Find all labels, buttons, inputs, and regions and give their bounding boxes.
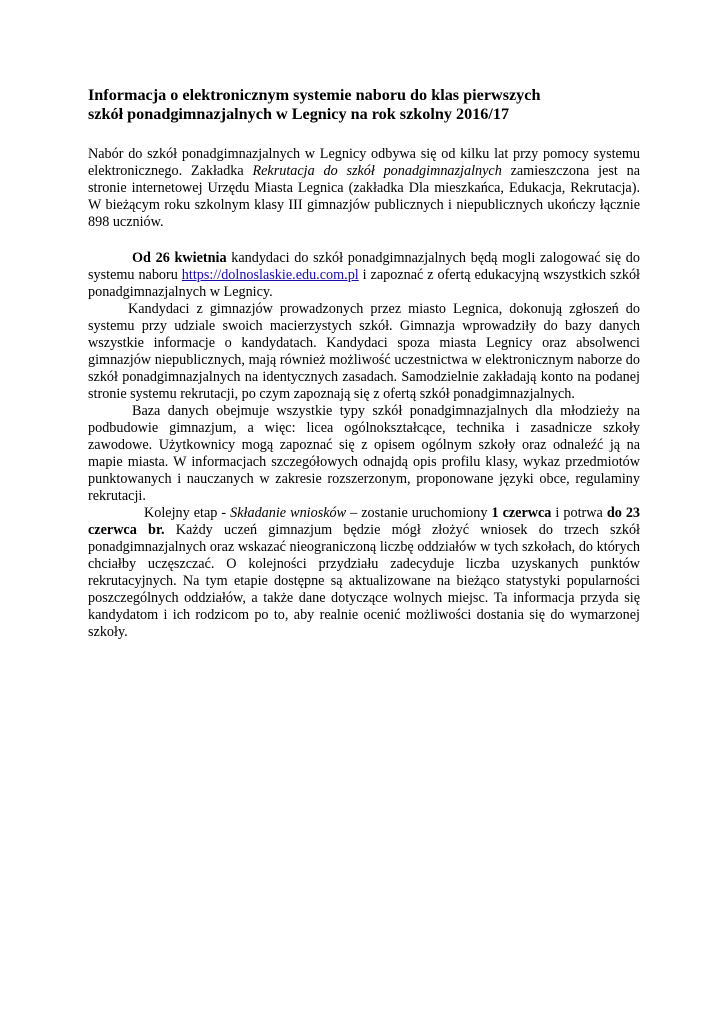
title-line-2: szkół ponadgimnazjalnych w Legnicy na rok szkolny 2016/17 [88, 105, 510, 123]
start-date-text-b: i zapoznać z ofertą edukacyjną wszystkich szkół ponadgimnazjalnych w Legnicy. [88, 267, 640, 300]
start-date-bold: Od 26 kwietnia [132, 250, 227, 266]
system-link[interactable]: https://dolnoslaskie.edu.com.pl [181, 267, 359, 283]
next-stage-text-b: – zostanie uruchomiony [346, 505, 492, 521]
next-stage-bold-date1: 1 czerwca [491, 505, 552, 521]
title-line-1: Informacja o elektronicznym systemie naboru do klas pierwszych [88, 86, 541, 104]
paragraph-intro [88, 146, 640, 231]
paragraph-candidates: Kandydaci z gimnazjów prowadzonych przez miasto Legnica, dokonują zgłoszeń do systemu przy udziale swoich macierzystych szkół. Gimnazja wprowadziły do bazy danych wszystkie informacje o kandydatach. Kandydaci spoza miasta Legnicy oraz absolwenci gimnazjów niepublicznych, mają również możliwość uczestnictwa w elektronicznym naborze do szkół ponadgimnazjalnych na identycznych zasadach. Samodzielnie zakładają konto na podanej stronie systemu rekrutacji, po czym zapoznają się z ofertą szkół ponadgimnazjalnych. [88, 301, 640, 402]
intro-italic: Rekrutacja do szkół ponadgimnazjalnych [252, 163, 502, 179]
start-date-text-a: kandydaci do szkół ponadgimnazjalnych będą mogli zalogować się do systemu naboru [88, 250, 640, 283]
next-stage-bold-date2: do 23 czerwca br. [88, 505, 641, 538]
intro-text-b: zamieszczona jest na stronie internetowej Urzędu Miasta Legnica (zakładka Dla mieszkańca, Edukacja, Rekrutacja). W bieżącym roku szkolnym klasy III gimnazjów publicznych i niepublicznych ukończy łącznie 898 uczniów. [88, 163, 640, 230]
next-stage-text-c: i potrwa [551, 505, 607, 521]
next-stage-text-a: Kolejny etap - [144, 505, 231, 521]
paragraph-next-stage [88, 505, 640, 641]
next-stage-italic: Składanie wniosków [230, 505, 347, 521]
paragraph-start-date [88, 250, 640, 301]
document-title [88, 86, 640, 124]
intro-text-a: Nabór do szkół ponadgimnazjalnych w Legnicy odbywa się od kilku lat przy pomocy systemu elektronicznego. Zakładka [88, 146, 640, 179]
paragraph-database: Baza danych obejmuje wszystkie typy szkół ponadgimnazjalnych dla młodzieży na podbudowie gimnazjum, a więc: licea ogólnokształcące, technika i zasadnicze szkoły zawodowe. Użytkownicy mogą zapoznać się z opisem ogólnym szkoły oraz odnaleźć ją na mapie miasta. W informacjach szczegółowych odnajdą opis profilu klasy, wykaz przedmiotów punktowanych i nauczanych w zakresie rozszerzonym, proponowane języki obce, regulaminy rekrutacji. [88, 403, 640, 504]
next-stage-text-d: Każdy uczeń gimnazjum będzie mógł złożyć wniosek do trzech szkół ponadgimnazjalnych oraz wskazać nieograniczoną liczbę oddziałów w tych szkołach, do których chciałby uczęszczać. O kolejności przydziału zadecyduje liczba uzyskanych punktów rekrutacyjnych. Na tym etapie dostępne są aktualizowane na bieżąco statystyki popularności poszczególnych oddziałów, a także dane dotyczące wolnych miejsc. Ta informacja przyda się kandydatom i ich rodzicom po to, aby realnie ocenić możliwości dostania się do wymarzonej szkoły. [88, 522, 641, 640]
document-page [88, 86, 640, 641]
